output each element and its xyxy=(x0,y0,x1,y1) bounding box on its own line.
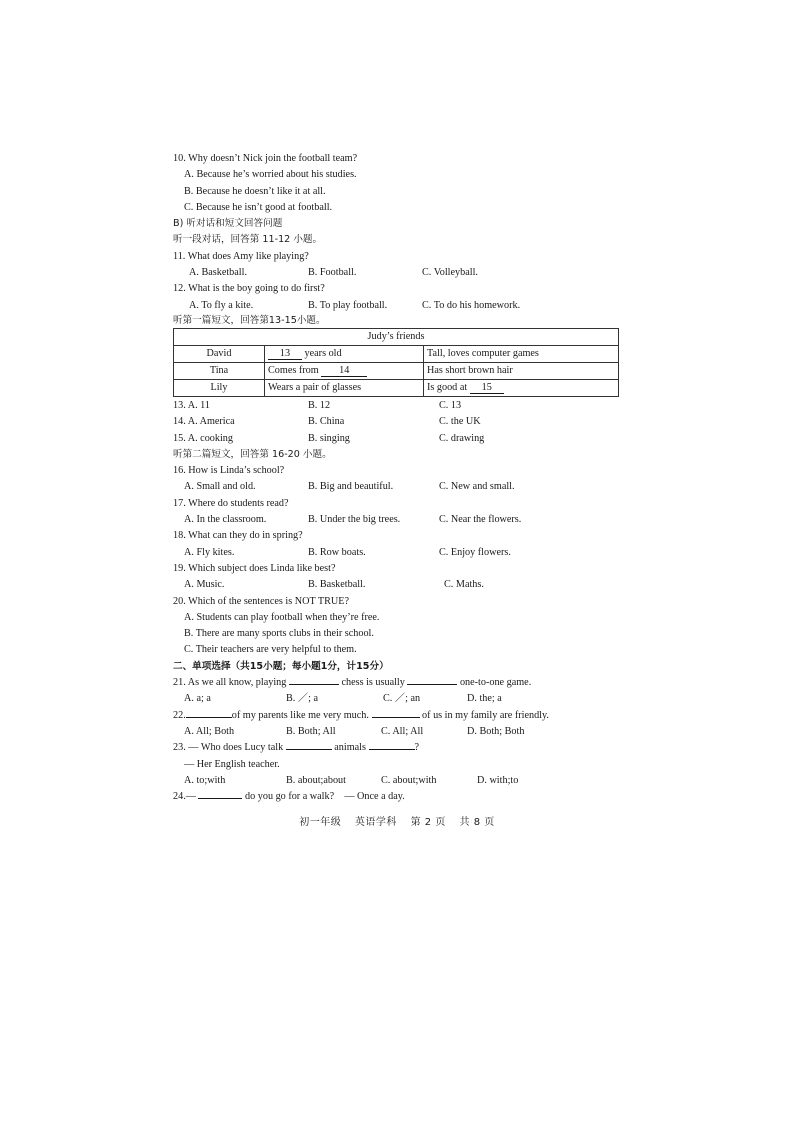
question-12-options xyxy=(173,298,623,314)
passage-2-intro: 听第二篇短文，回答第 16-20 小题。 xyxy=(173,448,332,460)
friend-name: Lily xyxy=(174,379,265,396)
q22-part-2: of my parents like me very much. xyxy=(231,709,369,721)
q22-part-3: of us in my family are friendly. xyxy=(422,709,549,721)
question-22-option-d: D. Both; Both xyxy=(467,725,525,737)
question-12-option-c: C. To do his homework. xyxy=(422,299,521,311)
question-16-option-a: A. Small and old. xyxy=(184,481,256,493)
footer-grade: 初一年级 xyxy=(299,817,342,828)
question-22-option-a: A. All; Both xyxy=(184,725,235,737)
question-14-options xyxy=(173,414,623,430)
friend-trait-cell: Tall, loves computer games xyxy=(424,345,619,362)
question-22-stem xyxy=(173,708,623,724)
question-12-stem: 12. What is the boy going to do first? xyxy=(173,283,325,295)
friend-name: Tina xyxy=(174,362,265,379)
question-21-option-b: B. ／; a xyxy=(286,693,318,705)
question-21-option-a: A. a; a xyxy=(184,693,211,705)
question-23-answer: — Her English teacher. xyxy=(184,758,280,770)
page-footer xyxy=(0,813,794,828)
question-22-option-b: B. Both; All xyxy=(286,725,336,737)
question-22-option-c: C. All; All xyxy=(381,725,424,737)
question-23-option-c: C. about;with xyxy=(381,774,437,786)
blank xyxy=(369,749,415,750)
question-12-option-a: A. To fly a kite. xyxy=(189,299,254,311)
origin-prefix: Comes from xyxy=(268,364,319,376)
dialog-intro: 听一段对话，回答第 11-12 小题。 xyxy=(173,234,323,246)
question-19-option-a: A. Music. xyxy=(184,579,225,591)
question-11-stem: 11. What does Amy like playing? xyxy=(173,250,309,262)
question-15-option-a: 15. A. cooking xyxy=(173,432,233,444)
q21-part-1: 21. As we all know, playing xyxy=(173,677,287,689)
friend-name: David xyxy=(174,345,265,362)
table-row xyxy=(174,379,619,396)
question-24-stem xyxy=(173,789,623,805)
question-18-stem: 18. What can they do in spring? xyxy=(173,530,303,542)
question-11-option-c: C. Volleyball. xyxy=(422,267,478,279)
question-17-stem: 17. Where do students read? xyxy=(173,497,289,509)
question-16-option-c: C. New and small. xyxy=(439,481,515,493)
passage-1-intro: 听第一篇短文，回答第13-15小题。 xyxy=(173,314,326,326)
question-18-option-c: C. Enjoy flowers. xyxy=(439,546,511,558)
question-21-stem xyxy=(173,675,623,691)
question-19-stem: 19. Which subject does Linda like best? xyxy=(173,562,336,574)
q21-part-3: one-to-one game. xyxy=(459,677,532,689)
q23-part-2: animals xyxy=(334,742,366,754)
table-row xyxy=(174,362,619,379)
question-22-options xyxy=(173,724,623,740)
blank-14: 14 xyxy=(321,365,367,377)
question-11-options xyxy=(173,265,623,281)
question-14-option-a: 14. A. America xyxy=(173,416,235,428)
skill-prefix: Is good at xyxy=(427,381,468,393)
table-title: Judy’s friends xyxy=(174,328,619,345)
question-12-option-b: B. To play football. xyxy=(308,299,388,311)
question-10-option-a: A. Because he’s worried about his studies. xyxy=(184,169,357,181)
question-20-option-b: B. There are many sports clubs in their school. xyxy=(184,628,374,640)
question-13-option-b: B. 12 xyxy=(308,399,331,411)
question-23-options xyxy=(173,773,623,789)
question-17-option-c: C. Near the flowers. xyxy=(439,514,522,526)
section-b-heading: B) 听对话和短文回答问题 xyxy=(173,218,283,230)
question-17-option-a: A. In the classroom. xyxy=(184,514,267,526)
question-20-option-a: A. Students can play football when they’re free. xyxy=(184,611,380,623)
question-11-option-a: A. Basketball. xyxy=(189,267,248,279)
q23-part-3: ? xyxy=(414,742,420,754)
blank xyxy=(198,798,242,799)
blank xyxy=(407,684,457,685)
question-18-option-b: B. Row boats. xyxy=(308,546,366,558)
q24-part-2: do you go for a walk? — Once a day. xyxy=(245,791,405,803)
friend-glasses-cell: Wears a pair of glasses xyxy=(265,379,424,396)
q21-part-2: chess is usually xyxy=(341,677,405,689)
question-10-option-b: B. Because he doesn’t like it at all. xyxy=(184,185,326,197)
question-18-options xyxy=(173,545,623,561)
footer-subject: 英语学科 xyxy=(354,817,397,828)
question-23-option-d: D. with;to xyxy=(477,774,519,786)
q24-part-1: 24.— xyxy=(173,791,196,803)
question-14-option-b: B. China xyxy=(308,416,345,428)
question-14-option-c: C. the UK xyxy=(439,416,481,428)
friend-age-cell xyxy=(265,345,424,362)
blank-15: 15 xyxy=(470,382,504,394)
footer-page: 第 2 页 xyxy=(410,817,446,828)
friend-skill-cell xyxy=(424,379,619,396)
question-23-option-b: B. about;about xyxy=(286,774,346,786)
blank xyxy=(286,749,332,750)
question-17-option-b: B. Under the big trees. xyxy=(308,514,401,526)
question-18-option-a: A. Fly kites. xyxy=(184,546,235,558)
question-13-option-a: 13. A. 11 xyxy=(173,399,210,411)
question-21-option-d: D. the; a xyxy=(467,693,502,705)
friend-origin-cell xyxy=(265,362,424,379)
exam-content xyxy=(173,151,623,805)
question-11-option-b: B. Football. xyxy=(308,267,357,279)
question-15-options xyxy=(173,431,623,447)
question-17-options xyxy=(173,512,623,528)
judys-friends-table xyxy=(173,328,619,397)
question-20-option-c: C. Their teachers are very helpful to them. xyxy=(184,644,357,656)
question-20-stem: 20. Which of the sentences is NOT TRUE? xyxy=(173,595,349,607)
question-15-option-b: B. singing xyxy=(308,432,350,444)
question-21-options xyxy=(173,691,623,707)
section-2-heading: 二、单项选择（共15小题；每小题1分，计15分） xyxy=(173,660,389,672)
blank xyxy=(372,717,420,718)
blank-13: 13 xyxy=(268,348,302,360)
question-15-option-c: C. drawing xyxy=(439,432,485,444)
footer-total: 共 8 页 xyxy=(459,817,495,828)
question-16-stem: 16. How is Linda’s school? xyxy=(173,465,285,477)
question-16-option-b: B. Big and beautiful. xyxy=(308,481,394,493)
question-19-options xyxy=(173,577,623,593)
q23-part-1: 23. — Who does Lucy talk xyxy=(173,742,284,754)
blank xyxy=(186,717,232,718)
question-16-options xyxy=(173,479,623,495)
blank xyxy=(289,684,339,685)
question-23-stem xyxy=(173,740,623,756)
question-19-option-c: C. Maths. xyxy=(444,579,484,591)
question-13-options xyxy=(173,398,623,414)
table-row xyxy=(174,345,619,362)
age-suffix: years old xyxy=(304,347,342,359)
question-10-option-c: C. Because he isn’t good at football. xyxy=(184,201,333,213)
question-19-option-b: B. Basketball. xyxy=(308,579,366,591)
question-23-option-a: A. to;with xyxy=(184,774,226,786)
question-10-stem: 10. Why doesn’t Nick join the football team? xyxy=(173,153,358,164)
question-21-option-c: C. ／; an xyxy=(383,693,421,705)
q22-part-1: 22. xyxy=(173,709,186,721)
friend-trait-cell: Has short brown hair xyxy=(424,362,619,379)
question-13-option-c: C. 13 xyxy=(439,399,462,411)
